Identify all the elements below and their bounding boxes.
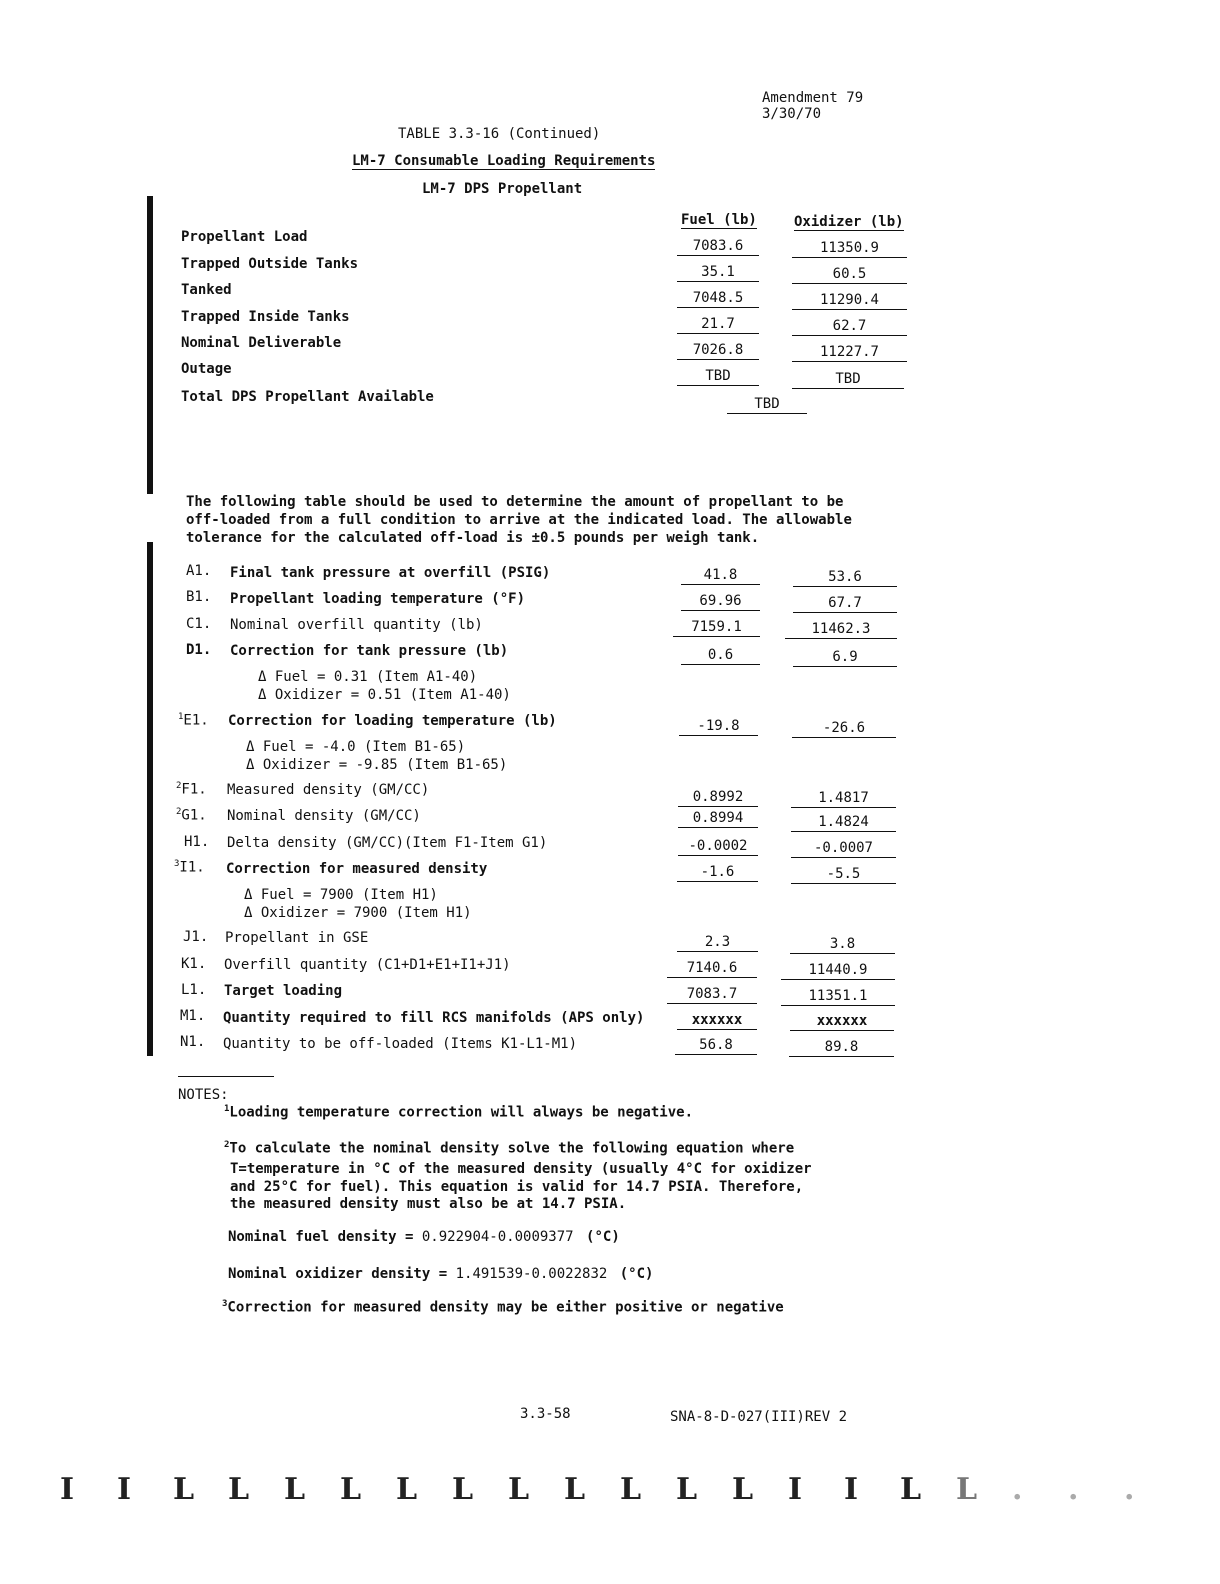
dps-row-label: Trapped Inside Tanks (181, 309, 350, 325)
item-fuel: 7159.1 (673, 619, 760, 637)
scan-edge-mark: I (844, 1472, 859, 1507)
item-label: Final tank pressure at overfill (PSIG) (230, 565, 551, 581)
item-code (178, 712, 209, 729)
footnote-marker: 2 (176, 807, 182, 817)
dps-row-fuel: 7026.8 (677, 342, 759, 360)
scan-edge-mark: L (676, 1472, 698, 1507)
dps-row-oxidizer: 11290.4 (792, 292, 907, 310)
item-code: L1. (181, 982, 207, 998)
col-fuel-header: Fuel (lb) (681, 212, 757, 228)
item-sub-formula: Δ Oxidizer = -9.85 (Item B1-65) (246, 757, 508, 773)
scan-edge-mark: . (1068, 1472, 1079, 1507)
note-3 (222, 1299, 784, 1316)
note-2-line: T=temperature in °C of the measured density (usually 4°C for oxidizer (230, 1161, 812, 1177)
item-oxidizer: 11351.1 (781, 988, 895, 1006)
item-label: Correction for measured density (226, 861, 488, 877)
item-oxidizer: 67.7 (793, 595, 897, 613)
item-fuel: -1.6 (677, 864, 758, 882)
footnote-marker: 3 (222, 1299, 228, 1309)
item-label: Propellant loading temperature (°F) (230, 591, 526, 607)
intro-line: tolerance for the calculated off-load is ±0.5 pounds per weigh tank. (186, 530, 760, 546)
scan-edge-mark: L (284, 1472, 306, 1507)
item-fuel: 0.8992 (678, 789, 758, 807)
item-label: Nominal overfill quantity (lb) (230, 617, 483, 633)
item-code (176, 781, 207, 798)
dps-row-oxidizer: 11227.7 (792, 344, 907, 362)
item-fuel: 56.8 (675, 1037, 757, 1055)
scan-edge-mark: I (117, 1472, 132, 1507)
scan-edge-mark: L (228, 1472, 250, 1507)
col-oxidizer-header: Oxidizer (lb) (794, 214, 904, 230)
item-oxidizer: -0.0007 (791, 840, 896, 858)
section-title: LM-7 DPS Propellant (422, 181, 583, 197)
ox-eq-value: 1.491539-0.0022832 (455, 1266, 608, 1282)
dps-row-fuel: 7083.6 (677, 238, 759, 256)
dps-row-oxidizer: 11350.9 (792, 240, 907, 258)
intro-line: The following table should be used to determine the amount of propellant to be (186, 494, 844, 510)
item-label: Correction for tank pressure (lb) (230, 643, 509, 659)
dps-row-label: Tanked (181, 282, 232, 298)
item-label: Quantity to be off-loaded (Items K1-L1-M1) (223, 1036, 578, 1052)
note-2-line: the measured density must also be at 14.7 PSIA. (230, 1196, 627, 1212)
scan-edge-mark: L (508, 1472, 530, 1507)
item-code: A1. (186, 563, 212, 579)
amendment-date: 3/30/70 (762, 106, 822, 122)
item-label: Overfill quantity (C1+D1+E1+I1+J1) (224, 957, 511, 973)
scan-edge-mark: I (788, 1472, 803, 1507)
note-1 (224, 1104, 693, 1121)
item-code: B1. (186, 589, 212, 605)
item-label: Correction for loading temperature (lb) (228, 713, 557, 729)
item-label: Quantity required to fill RCS manifolds (APS only) (223, 1010, 645, 1026)
footnote-marker: 3 (174, 859, 180, 869)
scan-edge-mark: L (620, 1472, 642, 1507)
dps-row-label: Propellant Load (181, 229, 308, 245)
item-fuel: -0.0002 (678, 838, 758, 856)
item-sub-formula: Δ Oxidizer = 0.51 (Item A1-40) (258, 687, 511, 703)
item-fuel: 41.8 (681, 567, 760, 585)
scan-edge-mark: L (732, 1472, 754, 1507)
item-code-text: F1. (181, 781, 207, 798)
document-id: SNA-8-D-027(III)REV 2 (670, 1409, 848, 1425)
ox-eq-label: Nominal oxidizer density = (228, 1266, 448, 1282)
dps-row-label: Outage (181, 361, 232, 377)
item-label: Delta density (GM/CC)(Item F1-Item G1) (227, 835, 548, 851)
scan-edge-mark: L (564, 1472, 586, 1507)
notes-heading: NOTES: (178, 1087, 229, 1103)
item-oxidizer: xxxxxx (790, 1013, 894, 1031)
item-code (174, 859, 205, 876)
change-bar-top (147, 196, 153, 494)
scan-edge-mark: . (1124, 1472, 1135, 1507)
ox-eq-unit: (°C) (619, 1266, 654, 1282)
scan-edge-mark: L (340, 1472, 362, 1507)
item-oxidizer: 11462.3 (785, 621, 897, 639)
item-oxidizer: -26.6 (792, 720, 896, 738)
item-fuel: 0.6 (681, 647, 760, 665)
fuel-eq-unit: (°C) (586, 1229, 620, 1245)
scan-edge-mark: I (60, 1472, 75, 1507)
intro-line: off-loaded from a full condition to arrive at the indicated load. The allowable (186, 512, 852, 528)
table-subtitle: LM-7 Consumable Loading Requirements (352, 153, 656, 169)
item-code: N1. (180, 1034, 206, 1050)
dps-row-fuel: TBD (677, 368, 759, 386)
scan-edge-mark: L (396, 1472, 418, 1507)
item-sub-formula: Δ Fuel = 0.31 (Item A1-40) (258, 669, 478, 685)
item-oxidizer: -5.5 (791, 866, 896, 884)
item-fuel: 0.8994 (678, 810, 758, 828)
fuel-eq-value: 0.922904-0.0009377 (421, 1229, 574, 1245)
item-fuel: 7083.7 (667, 986, 757, 1004)
item-fuel: 2.3 (677, 934, 758, 952)
item-fuel: xxxxxx (677, 1012, 757, 1030)
footnote-marker: 1 (178, 712, 184, 722)
footnote-marker: 2 (176, 781, 182, 791)
scan-edge-mark: L (173, 1472, 195, 1507)
fuel-eq-label: Nominal fuel density = (228, 1229, 414, 1245)
scan-edge-mark: L (452, 1472, 474, 1507)
page-number: 3.3-58 (520, 1406, 571, 1422)
item-code: H1. (184, 834, 210, 850)
item-oxidizer: 89.8 (789, 1039, 894, 1057)
item-oxidizer: 1.4817 (791, 790, 896, 808)
change-bar-bottom (147, 542, 153, 1056)
item-code-text: E1. (183, 712, 209, 729)
item-sub-formula: Δ Fuel = 7900 (Item H1) (244, 887, 438, 903)
note-2-line (224, 1140, 794, 1157)
item-fuel: 69.96 (681, 593, 760, 611)
table-title: TABLE 3.3-16 (Continued) (398, 126, 601, 142)
dps-row-fuel: 35.1 (677, 264, 759, 282)
item-oxidizer: 11440.9 (781, 962, 895, 980)
note-1-text: Loading temperature correction will always be negative. (229, 1104, 694, 1121)
fuel-density-equation (228, 1229, 620, 1245)
item-label: Nominal density (GM/CC) (227, 808, 421, 824)
note-2-line: and 25°C for fuel). This equation is valid for 14.7 PSIA. Therefore, (230, 1179, 804, 1195)
oxidizer-density-equation (228, 1266, 653, 1282)
item-code-text: I1. (179, 859, 205, 876)
item-oxidizer: 53.6 (793, 569, 897, 587)
item-label: Propellant in GSE (225, 930, 369, 946)
dps-total-label: Total DPS Propellant Available (181, 389, 434, 405)
note-2-text: To calculate the nominal density solve the following equation where (229, 1140, 795, 1157)
item-sub-formula: Δ Oxidizer = 7900 (Item H1) (244, 905, 472, 921)
scan-edge-mark: L (900, 1472, 922, 1507)
amendment-label: Amendment 79 (762, 90, 864, 106)
notes-divider (178, 1076, 274, 1077)
dps-row-oxidizer: TBD (792, 371, 904, 389)
item-code: D1. (186, 642, 212, 658)
item-code: C1. (186, 616, 212, 632)
item-code: J1. (183, 929, 209, 945)
dps-total-value: TBD (727, 396, 807, 414)
item-code-text: G1. (181, 807, 207, 824)
item-oxidizer: 3.8 (790, 936, 895, 954)
item-fuel: 7140.6 (667, 960, 757, 978)
dps-row-fuel: 7048.5 (677, 290, 759, 308)
item-code: K1. (181, 956, 207, 972)
item-oxidizer: 1.4824 (791, 814, 896, 832)
scan-edge-mark: . (1012, 1472, 1023, 1507)
item-oxidizer: 6.9 (793, 649, 897, 667)
item-label: Measured density (GM/CC) (227, 782, 430, 798)
dps-row-fuel: 21.7 (677, 316, 759, 334)
dps-row-label: Nominal Deliverable (181, 335, 342, 351)
note-3-text: Correction for measured density may be either positive or negative (227, 1299, 784, 1316)
footnote-marker: 1 (224, 1104, 230, 1114)
item-sub-formula: Δ Fuel = -4.0 (Item B1-65) (246, 739, 466, 755)
footnote-marker: 2 (224, 1140, 230, 1150)
item-code: M1. (180, 1008, 206, 1024)
dps-row-oxidizer: 62.7 (792, 318, 907, 336)
item-label: Target loading (224, 983, 343, 999)
dps-row-oxidizer: 60.5 (792, 266, 907, 284)
item-fuel: -19.8 (679, 718, 758, 736)
dps-row-label: Trapped Outside Tanks (181, 256, 359, 272)
scan-edge-mark: L (956, 1472, 978, 1507)
item-code (176, 807, 207, 824)
